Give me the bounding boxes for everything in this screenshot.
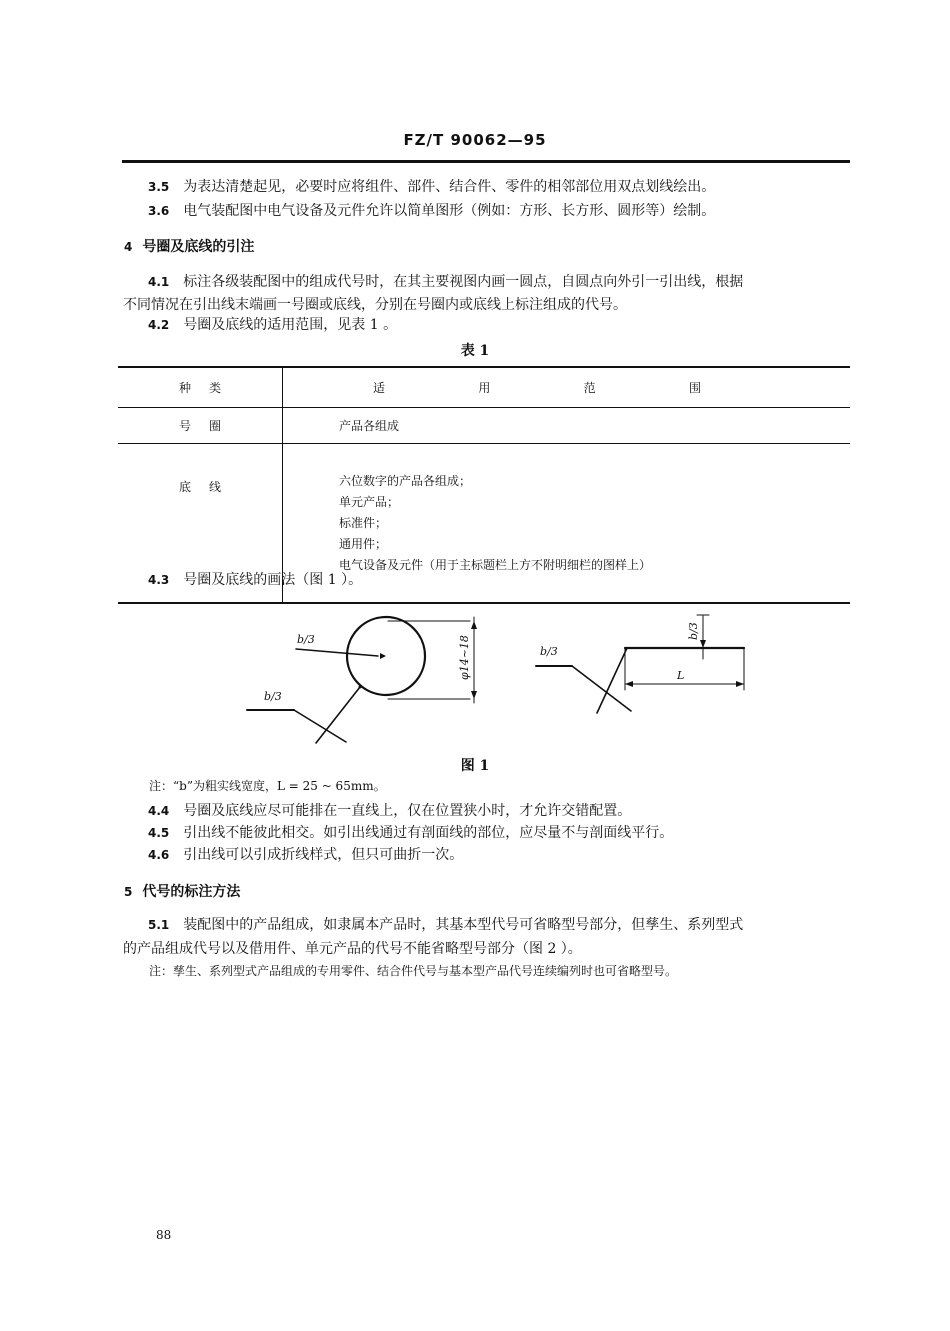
scope-line: 单元产品； bbox=[339, 494, 400, 509]
clause-4-4 bbox=[148, 800, 631, 822]
clause-4-1-line2: 不同情况在引出线末端画一号圈或底线，分别在号圈内或底线上标注组成的代号。 bbox=[123, 297, 627, 313]
clause-text: 装配图中的产品组成，如隶属本产品时，其基本型代号可省略型号部分，但孳生、系列型式 bbox=[183, 917, 744, 933]
header-scope-char: 范 bbox=[583, 381, 596, 395]
circle-pointer-line bbox=[296, 649, 378, 656]
row-scope: 产品各组成 bbox=[283, 408, 851, 444]
clause-number: 5.1 bbox=[148, 918, 170, 932]
clause-text: 引出线不能彼此相交。如引出线通过有剖面线的部位，应尽量不与剖面线平行。 bbox=[183, 825, 674, 841]
dim-arrow bbox=[471, 621, 477, 629]
clause-text: 为表达清楚起见，必要时应将组件、部件、结合件、零件的相邻部位用双点划线绘出。 bbox=[183, 179, 716, 195]
clause-number: 3.6 bbox=[148, 204, 170, 218]
heading-5 bbox=[124, 881, 240, 901]
clause-text: 电气装配图中电气设备及元件允许以简单图形（例如：方形、长方形、圆形等）绘制。 bbox=[183, 203, 716, 219]
header-scope-char: 用 bbox=[478, 381, 491, 395]
figure-1-note: 注：“b”为粗实线宽度，L = 25 ~ 65mm。 bbox=[149, 779, 386, 793]
scope-line: 标准件； bbox=[339, 515, 388, 530]
heading-title: 号圈及底线的引注 bbox=[142, 239, 255, 255]
label-b3: b/3 bbox=[540, 645, 558, 658]
label-b3-vertical: b/3 bbox=[687, 622, 700, 640]
heading-number: 4 bbox=[124, 240, 133, 254]
header-scope-char: 围 bbox=[688, 381, 701, 395]
clause-text: 号圈及底线应尽可能排在一直线上，仅在位置狭小时，才允许交错配置。 bbox=[183, 803, 632, 819]
label-length: L bbox=[677, 669, 685, 682]
table-1-caption: 表 1 bbox=[460, 343, 490, 359]
heading-title: 代号的标注方法 bbox=[142, 884, 241, 900]
heading-number: 5 bbox=[124, 885, 133, 899]
scope-line: 电气设备及元件（用于主标题栏上方不附明细栏的图样上） bbox=[339, 557, 652, 572]
page-number: 88 bbox=[156, 1228, 172, 1242]
clause-text: 标注各级装配图中的组成代号时，在其主要视图内画一圆点，自圆点向外引一引出线，根据 bbox=[183, 274, 744, 290]
label-b3: b/3 bbox=[264, 690, 282, 703]
clause-number: 4.4 bbox=[148, 804, 170, 818]
dim-arrow bbox=[471, 691, 477, 699]
clause-number: 4.6 bbox=[148, 848, 170, 862]
clause-number: 3.5 bbox=[148, 180, 170, 194]
scope-line: 通用件； bbox=[339, 536, 388, 551]
header-type: 种类 bbox=[118, 367, 283, 408]
row-type: 底线 bbox=[118, 444, 283, 604]
dim-arrow bbox=[700, 640, 706, 648]
dim-arrow bbox=[625, 681, 633, 687]
pointer-arrow bbox=[380, 653, 386, 659]
clause-number: 4.1 bbox=[148, 275, 170, 289]
figure-1-caption: 图 1 bbox=[460, 758, 490, 774]
clause-text: 号圈及底线的适用范围，见表 1 。 bbox=[183, 317, 398, 333]
clause-text: 号圈及底线的画法（图 1 ）。 bbox=[183, 572, 363, 588]
scope-line: 六位数字的产品各组成； bbox=[339, 473, 472, 488]
label-b3: b/3 bbox=[297, 633, 315, 646]
label-diameter: φ14~18 bbox=[458, 635, 471, 680]
header-scope-char: 适 bbox=[373, 381, 386, 395]
clause-5-1-note: 注：孳生、系列型式产品组成的专用零件、结合件代号与基本型产品代号连续编列时也可省略型号。 bbox=[149, 964, 678, 978]
leader-line-right bbox=[597, 648, 627, 713]
clause-4-6 bbox=[148, 844, 463, 866]
clause-number: 4.5 bbox=[148, 826, 170, 840]
leader-line bbox=[316, 687, 360, 743]
clause-5-1-line1 bbox=[148, 914, 743, 936]
clause-number: 4.3 bbox=[148, 573, 170, 587]
clause-4-5 bbox=[148, 822, 673, 844]
row-type: 号圈 bbox=[118, 408, 283, 444]
dim-arrow bbox=[736, 681, 744, 687]
clause-text: 引出线可以引成折线样式，但只可曲折一次。 bbox=[183, 847, 464, 863]
standard-code-header: FZ/T 90062—95 bbox=[403, 131, 547, 149]
leader-dot bbox=[359, 686, 362, 689]
clause-number: 4.2 bbox=[148, 318, 170, 332]
clause-5-1-line2: 的产品组成代号以及借用件、单元产品的代号不能省略型号部分（图 2 ）。 bbox=[123, 941, 582, 957]
